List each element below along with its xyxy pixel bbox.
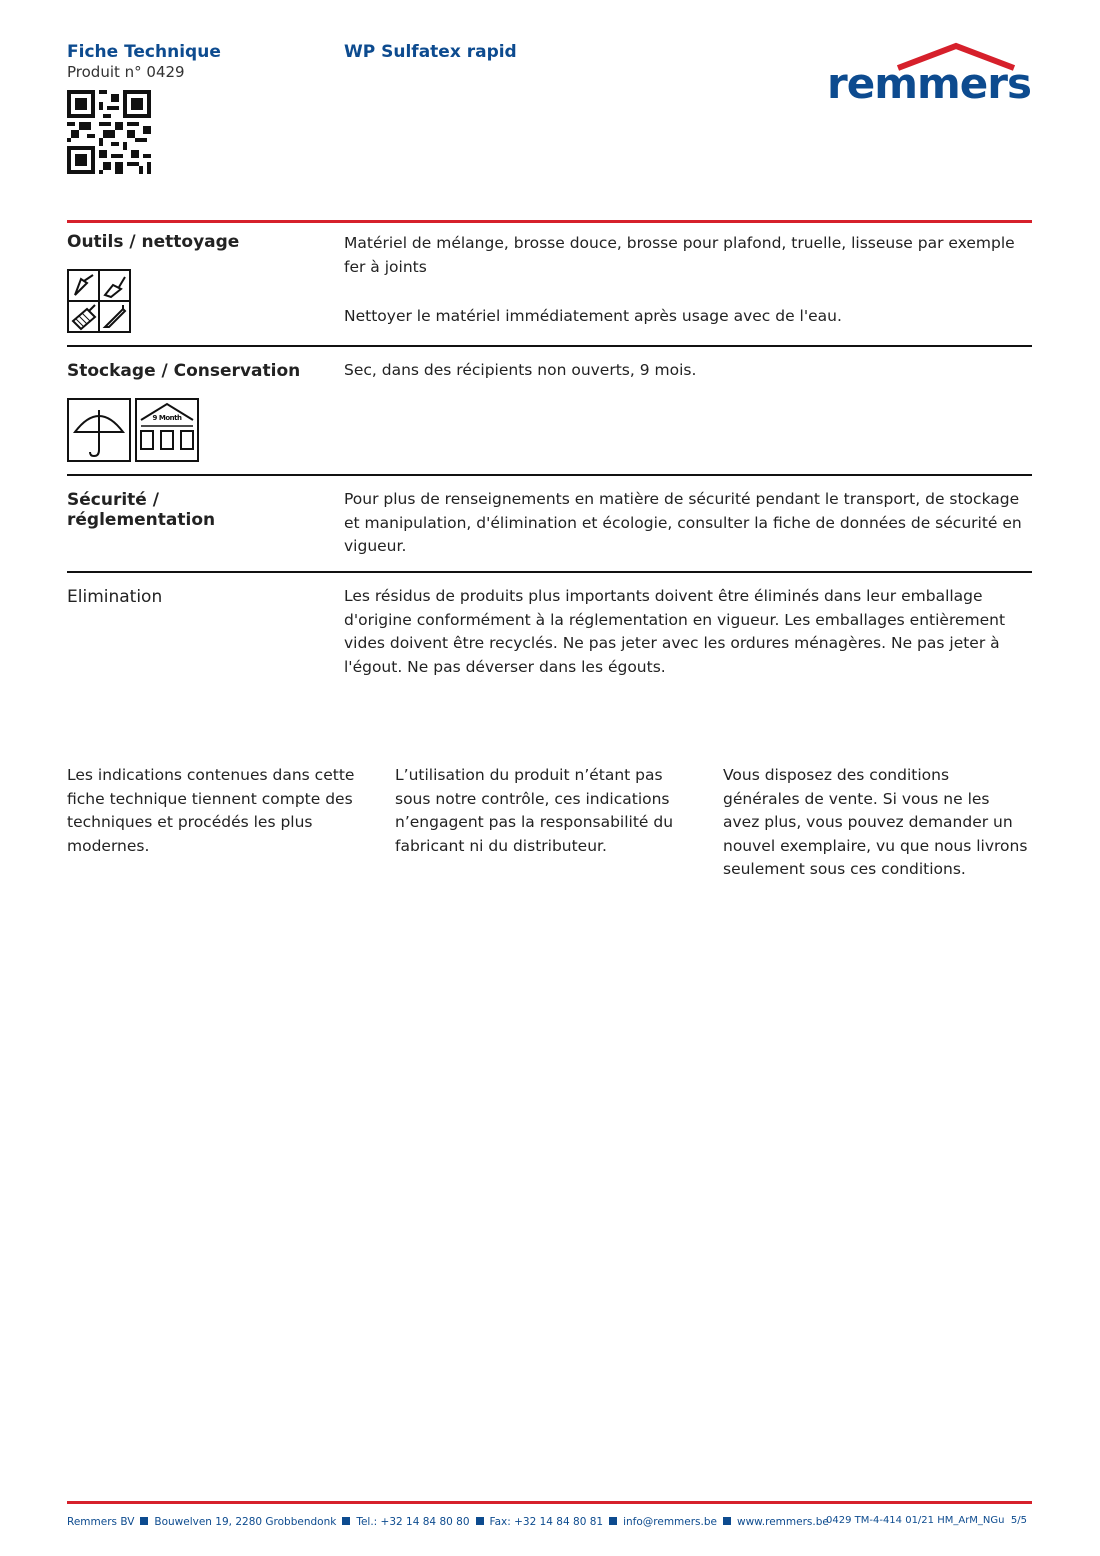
- section-text-safety: Pour plus de renseignements en matière de sécurité pendant le transport, de stockage et manipulation, d'élimination et écologie, consulter la fiche de données de sécurité en vigueur.: [344, 490, 1022, 555]
- section-text-tools-2: Nettoyer le matériel immédiatement après usage avec de l'eau.: [344, 307, 842, 325]
- product-name: WP Sulfatex rapid: [344, 42, 517, 62]
- footer-tel: Tel.: +32 14 84 80 80: [356, 1516, 470, 1528]
- footer-separator-icon: [609, 1517, 617, 1525]
- footer-company: Remmers BV: [67, 1516, 135, 1528]
- disclaimer-column-1: Les indications contenues dans cette fiche technique tiennent compte des techniques et procédés les plus modernes.: [67, 766, 355, 855]
- footer-fax: Fax: +32 14 84 80 81: [489, 1516, 604, 1528]
- section-label-safety: [67, 490, 317, 530]
- footer-separator-icon: [342, 1517, 350, 1525]
- footer-website[interactable]: www.remmers.be: [736, 1516, 829, 1528]
- footer-divider: [67, 1501, 1032, 1504]
- qr-code-icon: [67, 90, 151, 174]
- remmers-logo: [826, 42, 1032, 108]
- product-number: Produit n° 0429: [67, 63, 185, 81]
- header-divider: [67, 220, 1032, 223]
- footer-contact: [67, 1516, 829, 1528]
- storage-duration-label: 9 Month: [152, 414, 182, 422]
- section-text-tools-1: Matériel de mélange, brosse douce, brosse pour plafond, truelle, lisseuse par exemple fer à joints: [344, 234, 1015, 276]
- footer-doc-ref: 0429 TM-4-414 01/21 HM_ArM_NGu: [826, 1515, 1005, 1526]
- logo-wordmark: remmers: [827, 59, 1031, 108]
- section-label-tools: Outils / nettoyage: [67, 232, 240, 252]
- disclaimer-column-3: Vous disposez des conditions générales de vente. Si vous ne les avez plus, vous pouvez demander un nouvel exemplaire, vu que nous livrons seulement sous ces conditions.: [723, 766, 1028, 878]
- section-divider: [67, 345, 1032, 347]
- footer-page-number: 5/5: [1010, 1515, 1027, 1526]
- keep-dry-umbrella-icon: [67, 398, 131, 462]
- footer-separator-icon: [140, 1517, 148, 1525]
- storage-house-icon: [135, 398, 199, 462]
- house-outline-icon: [135, 398, 199, 462]
- footer-address: Bouwelven 19, 2280 Grobbendonk: [154, 1516, 337, 1528]
- footer-separator-icon: [723, 1517, 731, 1525]
- section-text-disposal: Les résidus de produits plus importants doivent être éliminés dans leur emballage d'origine conformément à la réglementation en vigueur. Les emballages entièrement vides doivent être recyclés. Ne pas jeter avec les ordures ménagères. Ne pas jeter à l'égout. Ne pas déverser dans les égouts.: [344, 587, 1006, 676]
- footer-separator-icon: [476, 1517, 484, 1525]
- section-divider: [67, 571, 1032, 573]
- section-label-safety-line-1: Sécurité /: [67, 490, 159, 510]
- section-divider: [67, 474, 1032, 476]
- section-text-storage: Sec, dans des récipients non ouverts, 9 mois.: [344, 361, 697, 379]
- disclaimer-column-2: L’utilisation du produit n’étant pas sous notre contrôle, ces indications n’engagent pas la responsabilité du fabricant ni du distributeur.: [395, 766, 674, 855]
- footer-reference: [826, 1515, 1027, 1526]
- section-label-storage: Stockage / Conservation: [67, 361, 301, 381]
- doc-type-title: Fiche Technique: [67, 42, 221, 62]
- tools-icon: [67, 269, 131, 333]
- footer-email[interactable]: info@remmers.be: [623, 1516, 717, 1528]
- section-label-safety-line-2: réglementation: [67, 510, 216, 530]
- section-label-disposal: Elimination: [67, 587, 163, 607]
